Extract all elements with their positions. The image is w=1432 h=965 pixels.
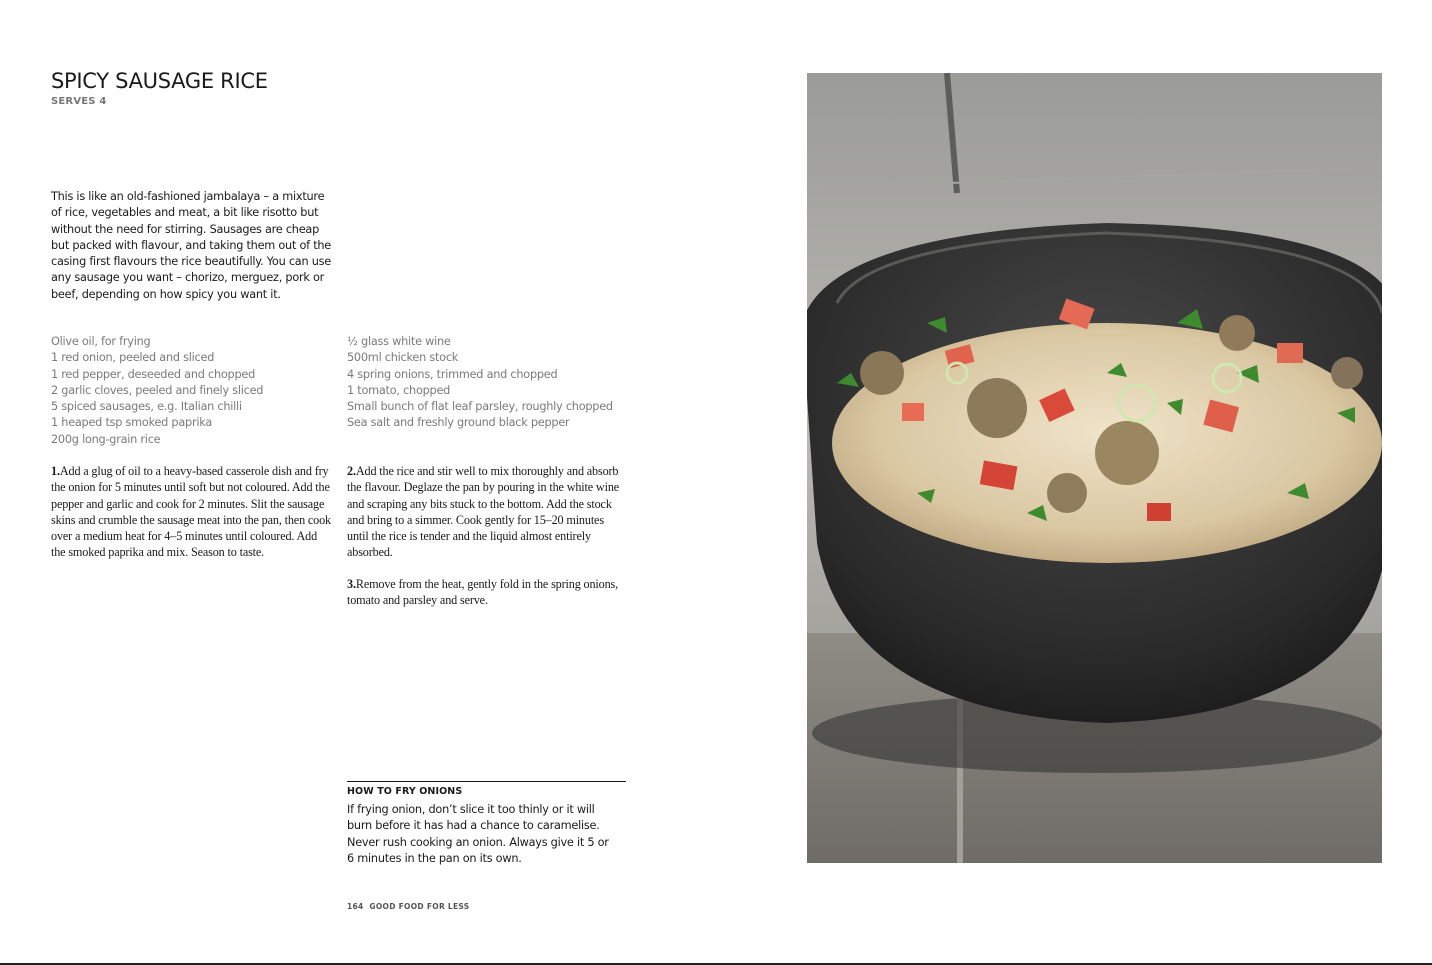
method-step-2: [347, 463, 625, 561]
ingredient-item: 500ml chicken stock: [347, 351, 459, 365]
serves-label: SERVES 4: [51, 96, 107, 107]
tip-title: HOW TO FRY ONIONS: [347, 786, 463, 797]
dish-photo: [807, 73, 1382, 863]
method-step-3: [347, 576, 625, 609]
ingredient-item: 5 spiced sausages, e.g. Italian chilli: [51, 400, 242, 414]
step-number: 3.: [347, 577, 356, 591]
step-text: Remove from the heat, gently fold in the spring onions, tomato and parsley and serve.: [347, 577, 619, 608]
ingredient-item: Small bunch of flat leaf parsley, roughly chopped: [347, 400, 613, 414]
ingredient-item: 200g long-grain rice: [51, 432, 161, 446]
page-footer: [347, 902, 470, 911]
ingredient-item: 2 garlic cloves, peeled and finely sliced: [51, 383, 264, 397]
ingredient-item: Sea salt and freshly ground black pepper: [347, 416, 570, 430]
recipe-title: SPICY SAUSAGE RICE: [51, 69, 268, 93]
ingredient-item: 1 tomato, chopped: [347, 383, 451, 397]
ingredients-list-right: [347, 334, 613, 432]
step-text: Add the rice and stir well to mix thoroughly and absorb the flavour. Deglaze the pan by pouring in the white wine and scraping any bits stuck to the bottom. Add the stock and bring to a simmer. Cook gently for 15–20 minutes until the rice is tender and the liquid almost entirely absorbed.: [347, 464, 620, 560]
ingredient-item: 1 red onion, peeled and sliced: [51, 351, 215, 365]
tip-divider: [347, 781, 626, 782]
ingredients-list-left: [51, 334, 263, 448]
ingredient-item: ½ glass white wine: [347, 335, 451, 348]
recipe-intro: This is like an old-fashioned jambalaya – a mixture of rice, vegetables and meat, a bit like risotto but without the need for stirring. Sausages are cheap but packed with flavour, and taking them out of the casing first flavours the rice beautifully. You can use any sausage you want – chorizo, merguez, pork or beef, depending on how spicy you want it.: [51, 190, 331, 301]
step-number: 1.: [51, 464, 60, 478]
method-step-1: [51, 463, 334, 561]
step-number: 2.: [347, 464, 356, 478]
ingredient-item: 4 spring onions, trimmed and chopped: [347, 367, 558, 381]
ingredient-item: 1 red pepper, deseeded and chopped: [51, 367, 256, 381]
step-text: Add a glug of oil to a heavy-based casserole dish and fry the onion for 5 minutes until soft but not coloured. Add the pepper and garlic and cook for 2 minutes. Slit the sausage skins and crumble the sausage meat into the pan, then cook over a medium heat for 4–5 minutes until coloured. Add the smoked paprika and mix. Season to taste.: [51, 464, 331, 560]
book-title: GOOD FOOD FOR LESS: [369, 902, 470, 911]
ingredient-item: Olive oil, for frying: [51, 335, 151, 348]
page-number: 164: [347, 902, 364, 911]
ingredient-item: 1 heaped tsp smoked paprika: [51, 416, 212, 430]
tip-body: If frying onion, don’t slice it too thinly or it will burn before it has had a chance to caramelise. Never rush cooking an onion. Always give it 5 or 6 minutes in the pan on its own.: [347, 803, 609, 865]
